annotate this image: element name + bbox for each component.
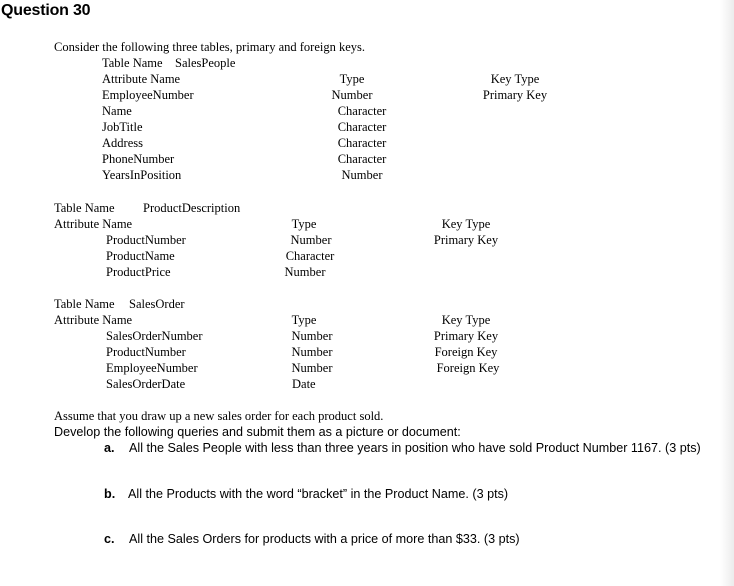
key-type-cell: Foreign Key xyxy=(436,361,500,375)
type-cell: Number xyxy=(331,88,373,102)
assume-text: Assume that you draw up a new sales order for each product sold. xyxy=(54,409,384,423)
type-cell: Character xyxy=(337,120,387,134)
key-type-header: Key Type xyxy=(441,217,491,231)
type-cell: Character xyxy=(337,136,387,150)
query-letter: c. xyxy=(104,532,115,546)
table-name-label: Table Name xyxy=(54,201,115,215)
key-type-cell: Primary Key xyxy=(482,88,548,102)
page-edge-shadow xyxy=(720,0,734,586)
attribute-cell: Address xyxy=(102,136,143,150)
type-header: Type xyxy=(291,217,317,231)
query-text: All the Sales Orders for products with a price of more than $33. (3 pts) xyxy=(129,532,520,546)
attribute-cell: JobTitle xyxy=(102,120,143,134)
key-type-cell: Primary Key xyxy=(433,233,499,247)
type-cell: Date xyxy=(292,377,316,391)
develop-text: Develop the following queries and submit them as a picture or document: xyxy=(54,425,461,439)
attribute-cell: ProductNumber xyxy=(106,345,186,359)
table-name-value: ProductDescription xyxy=(143,201,241,215)
type-cell: Number xyxy=(290,233,332,247)
attribute-cell: SalesOrderNumber xyxy=(106,329,203,343)
table-name-label: Table Name xyxy=(54,297,115,311)
key-type-header: Key Type xyxy=(490,72,540,86)
type-header: Type xyxy=(339,72,365,86)
table-name-value: SalesOrder xyxy=(129,297,185,311)
type-cell: Character xyxy=(337,104,387,118)
attribute-cell: EmployeeNumber xyxy=(106,361,198,375)
key-type-cell: Primary Key xyxy=(433,329,499,343)
key-type-header: Key Type xyxy=(441,313,491,327)
type-cell: Number xyxy=(284,265,326,279)
attribute-cell: EmployeeNumber xyxy=(102,88,194,102)
question-heading: Question 30 xyxy=(1,2,91,19)
query-letter: a. xyxy=(104,441,115,455)
attribute-name-header: Attribute Name xyxy=(54,217,133,231)
type-cell: Number xyxy=(341,168,383,182)
attribute-cell: YearsInPosition xyxy=(102,168,182,182)
query-text: All the Products with the word “bracket” in the Product Name. (3 pts) xyxy=(128,487,509,501)
attribute-name-header: Attribute Name xyxy=(102,72,181,86)
table-name-value: SalesPeople xyxy=(175,56,236,70)
key-type-cell: Foreign Key xyxy=(434,345,498,359)
query-text: All the Sales People with less than three years in position who have sold Product Number 1167. (3 pts) xyxy=(129,441,701,455)
type-cell: Character xyxy=(337,152,387,166)
attribute-cell: Name xyxy=(102,104,132,118)
attribute-name-header: Attribute Name xyxy=(54,313,133,327)
type-cell: Number xyxy=(291,361,333,375)
attribute-cell: ProductPrice xyxy=(106,265,171,279)
attribute-cell: ProductNumber xyxy=(106,233,186,247)
attribute-cell: ProductName xyxy=(106,249,175,263)
attribute-cell: SalesOrderDate xyxy=(106,377,186,391)
type-cell: Number xyxy=(291,329,333,343)
table-name-label: Table Name xyxy=(102,56,163,70)
intro-text: Consider the following three tables, primary and foreign keys. xyxy=(54,40,366,54)
type-cell: Character xyxy=(285,249,335,263)
type-cell: Number xyxy=(291,345,333,359)
attribute-cell: PhoneNumber xyxy=(102,152,175,166)
query-letter: b. xyxy=(104,487,116,501)
type-header: Type xyxy=(291,313,317,327)
